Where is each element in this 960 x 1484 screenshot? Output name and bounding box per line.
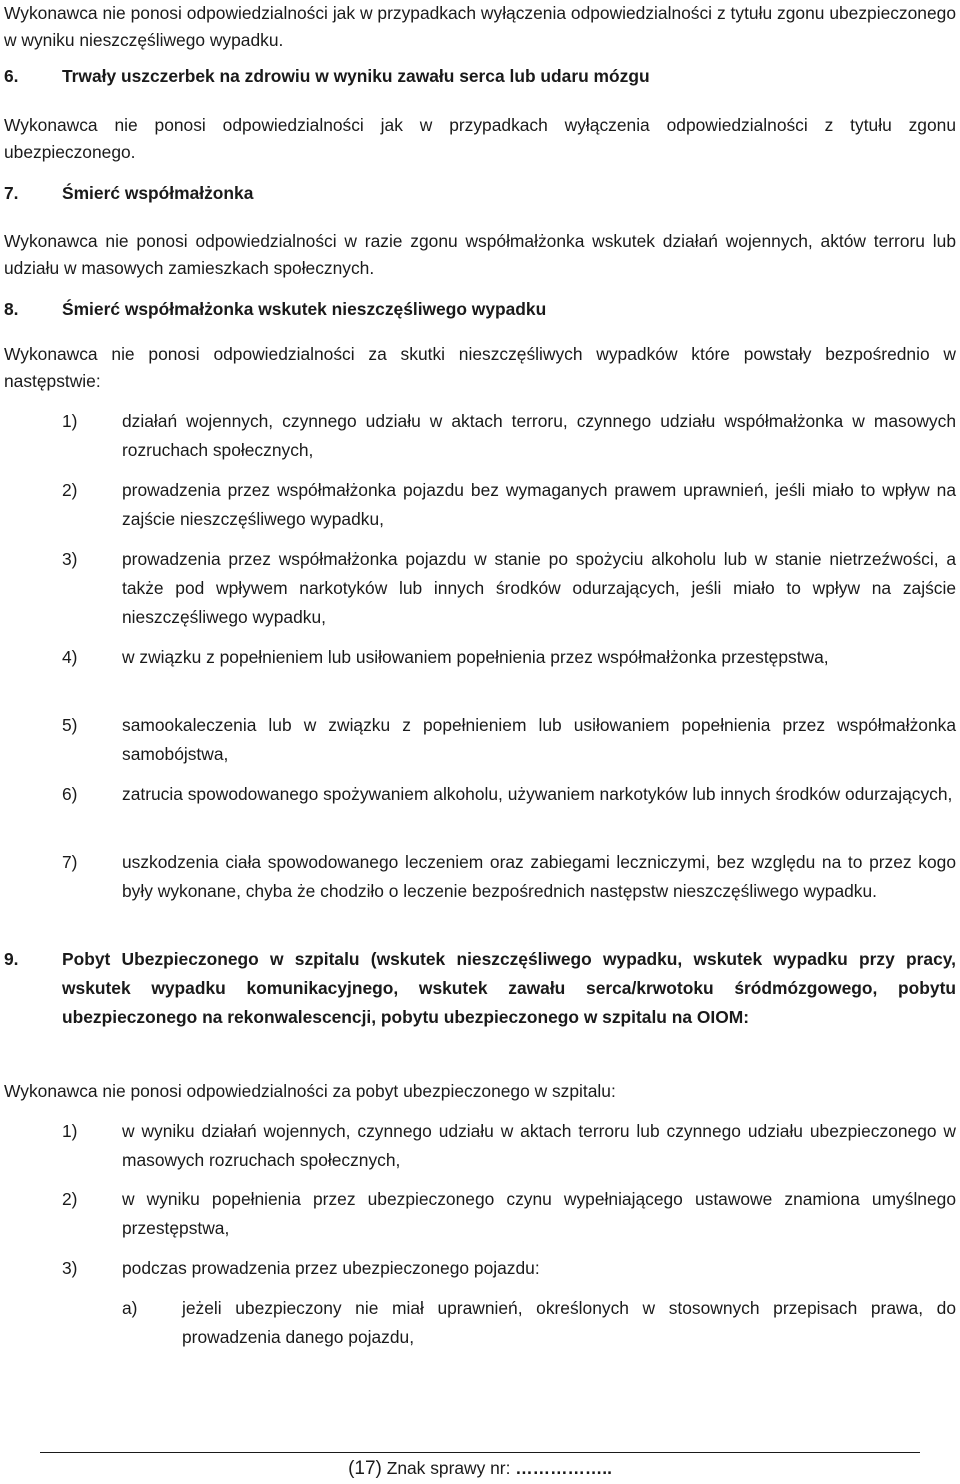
- section-6-text: Wykonawca nie ponosi odpowiedzialności jak w przypadkach wyłączenia odpowiedzialności z tytułu zgonu ubezpieczonego.: [4, 115, 956, 162]
- section-title: Pobyt Ubezpieczonego w szpitalu (wskutek nieszczęśliwego wypadku, wskutek wypadku przy pracy, wskutek wypadku komunikacyjnego, wskutek zawału serca/krwotoku śródmózgowego, pobytu ubezpieczonego na rekonwalescencji, pobytu ubezpieczonego w szpitalu na OIOM:: [62, 949, 956, 1027]
- list-item-number: 6): [62, 784, 78, 804]
- list-item-text: w związku z popełnieniem lub usiłowaniem popełnienia przez współmałżonka przestępstwa,: [122, 647, 829, 667]
- list-item-number: 3): [62, 1258, 78, 1278]
- list-item-text: działań wojennych, czynnego udziału w aktach terroru, czynnego udziału współmałżonka w masowych rozruchach społecznych,: [122, 411, 956, 460]
- list-item-text: prowadzenia przez współmałżonka pojazdu w stanie po spożyciu alkoholu lub w stanie nietrzeźwości, a także pod wpływem narkotyków lub innych środków odurzających, jeśli miało to wpływ na zajście nieszczęśliwego wypadku,: [122, 549, 956, 627]
- section-title: Śmierć współmałżonka: [62, 183, 254, 203]
- footer-text: [0, 1455, 960, 1482]
- page-footer: [0, 1452, 960, 1484]
- list-item-number: 2): [62, 1189, 78, 1209]
- list-item-text: zatrucia spowodowanego spożywaniem alkoholu, używaniem narkotyków lub innych środków odurzających,: [122, 784, 953, 804]
- section-title: Trwały uszczerbek na zdrowiu w wyniku zawału serca lub udaru mózgu: [62, 66, 650, 86]
- list-item-number: 4): [62, 647, 78, 667]
- case-number-label: Znak sprawy nr:: [386, 1458, 511, 1478]
- section-9-text: Wykonawca nie ponosi odpowiedzialności za pobyt ubezpieczonego w szpitalu:: [4, 1081, 616, 1101]
- list-item-number: 5): [62, 715, 78, 735]
- section-number: 6.: [4, 66, 19, 86]
- list-item-text: samookaleczenia lub w związku z popełnieniem lub usiłowaniem popełnienia przez współmałżonka samobójstwa,: [122, 715, 956, 764]
- list-item-text: uszkodzenia ciała spowodowanego leczeniem oraz zabiegami leczniczymi, bez względu na to przez kogo były wykonane, chyba że chodziło o leczenie bezpośrednich następstw nieszczęśliwego wypadku.: [122, 852, 956, 901]
- list-item-text: w wyniku działań wojennych, czynnego udziału w aktach terroru lub czynnego udziału ubezpieczonego w masowych rozruchach społecznych,: [122, 1121, 956, 1170]
- list-item-text: podczas prowadzenia przez ubezpieczonego pojazdu:: [122, 1258, 540, 1278]
- list-item-text: prowadzenia przez współmałżonka pojazdu bez wymaganych prawem uprawnień, jeśli miało to wpływ na zajście nieszczęśliwego wypadku,: [122, 480, 956, 529]
- list-item-number: 1): [62, 411, 78, 431]
- list-item-number: 2): [62, 480, 78, 500]
- section-number: 8.: [4, 299, 19, 319]
- page-number: (17): [348, 1458, 382, 1479]
- case-number-value: ……………..: [515, 1458, 612, 1478]
- sub-list-item-text: jeżeli ubezpieczony nie miał uprawnień, określonych w stosownych przepisach prawa, do prowadzenia danego pojazdu,: [182, 1298, 956, 1347]
- footer-divider: [40, 1452, 920, 1453]
- section-number: 9.: [4, 949, 19, 969]
- sub-list-item-number: a): [122, 1298, 138, 1318]
- section-8-text: Wykonawca nie ponosi odpowiedzialności za skutki nieszczęśliwych wypadków które powstały bezpośrednio w następstwie:: [4, 344, 956, 391]
- list-item-number: 7): [62, 852, 78, 872]
- section-title: Śmierć współmałżonka wskutek nieszczęśliwego wypadku: [62, 299, 547, 319]
- list-item-number: 1): [62, 1121, 78, 1141]
- section-7-text: Wykonawca nie ponosi odpowiedzialności w razie zgonu współmałżonka wskutek działań wojennych, aktów terroru lub udziału w masowych zamieszkach społecznych.: [4, 231, 956, 278]
- list-item-number: 3): [62, 549, 78, 569]
- paragraph-intro: Wykonawca nie ponosi odpowiedzialności jak w przypadkach wyłączenia odpowiedzialności z tytułu zgonu ubezpieczonego w wyniku nieszczęśliwego wypadku.: [4, 3, 956, 50]
- section-number: 7.: [4, 183, 19, 203]
- list-item-text: w wyniku popełnienia przez ubezpieczonego czynu wypełniającego ustawowe znamiona umyślnego przestępstwa,: [122, 1189, 956, 1238]
